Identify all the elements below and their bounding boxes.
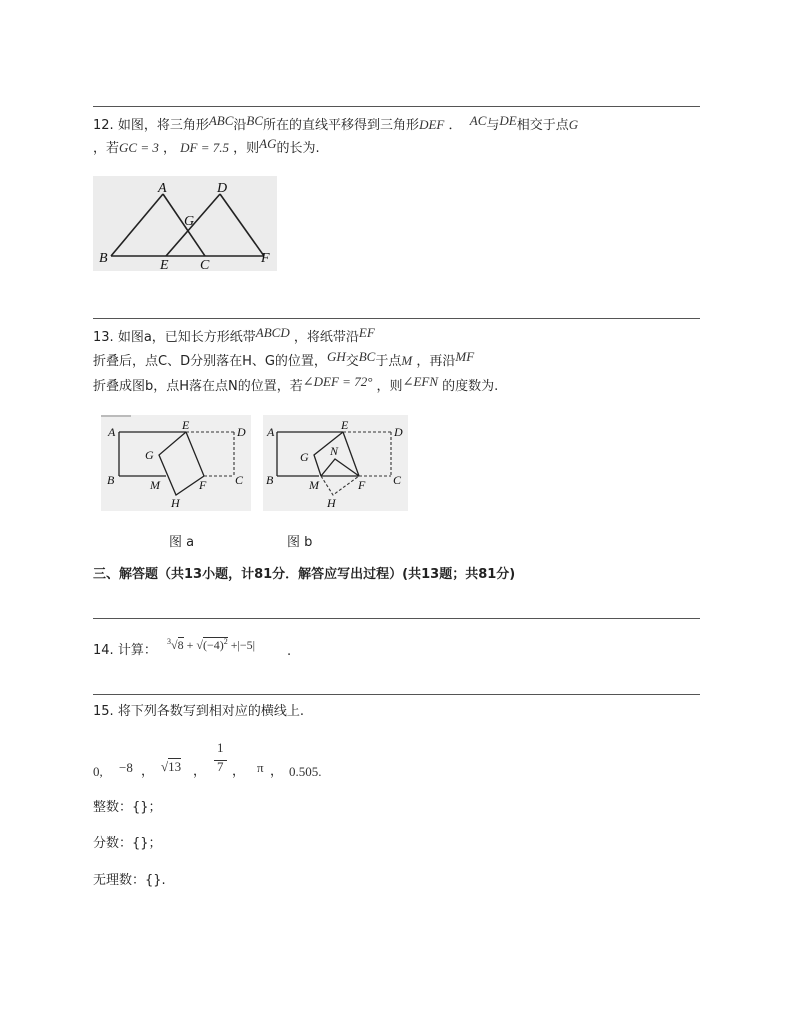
label-n: N bbox=[330, 444, 339, 458]
label-m: M bbox=[309, 478, 319, 492]
section-heading: 三、解答题（共13小题，计81分．解答应写出过程）(共13题；共81分) bbox=[93, 567, 516, 582]
q14-expression: $^3√8 + √(-4)^2 +|-5|$ bbox=[167, 637, 256, 652]
label-c: C bbox=[235, 473, 244, 487]
label-g: G bbox=[184, 214, 195, 229]
label-d: D bbox=[394, 425, 403, 439]
label-e: E bbox=[160, 258, 169, 271]
q15-numbers: 0, bbox=[93, 764, 103, 779]
label-g: G bbox=[300, 450, 309, 464]
q13-line2: 折叠后，点C、D分别落在H、G的位置，GH交BC于点M ，再沿MF bbox=[93, 349, 475, 369]
comma3: ， bbox=[232, 764, 246, 779]
q14-line: 14. 计算： bbox=[93, 643, 157, 658]
label-d: D bbox=[217, 181, 228, 196]
label-c: C bbox=[393, 473, 402, 487]
label-a: A bbox=[158, 181, 167, 196]
integers-line: 整数：{}； bbox=[93, 800, 162, 815]
frac-numerator: 1 bbox=[217, 740, 224, 755]
label-f: F bbox=[358, 478, 366, 492]
q13-line3: 折叠成图b，点H落在点N的位置，若∠DEF = 72° ，则∠EFN 的度数为. bbox=[93, 374, 499, 394]
label-d: D bbox=[237, 425, 246, 439]
num-sqrt13: √13 bbox=[161, 759, 182, 774]
comma1: ， bbox=[141, 764, 155, 779]
label-b: B bbox=[266, 473, 274, 487]
num-0505: 0.505. bbox=[289, 764, 322, 779]
label-e: E bbox=[182, 418, 190, 432]
label-c: C bbox=[200, 258, 210, 271]
label-a: A bbox=[267, 425, 275, 439]
q13-figure-b bbox=[263, 415, 408, 511]
figure-b-caption: 图 b bbox=[287, 535, 313, 550]
label-g: G bbox=[145, 448, 154, 462]
separator-q12 bbox=[93, 106, 700, 107]
label-a: A bbox=[108, 425, 116, 439]
label-e: E bbox=[341, 418, 349, 432]
fractions-line: 分数：{}； bbox=[93, 836, 162, 851]
q14-period: . bbox=[287, 644, 292, 659]
q13-figure-a bbox=[101, 415, 251, 511]
q12-line1: 12. 如图，将三角形ABC沿BC所在的直线平移得到三角形DEF ． AC与DE相交于点G bbox=[93, 113, 579, 133]
label-b: B bbox=[99, 251, 108, 266]
num-pi: π bbox=[257, 760, 264, 775]
q15-line1: 15. 将下列各数写到相对应的横线上. bbox=[93, 704, 304, 719]
separator-q15 bbox=[93, 694, 700, 695]
label-f: F bbox=[261, 251, 270, 266]
label-h: H bbox=[171, 496, 180, 510]
comma2: ， bbox=[193, 764, 207, 779]
label-b: B bbox=[107, 473, 115, 487]
label-h: H bbox=[327, 496, 336, 510]
num-neg8: −8 bbox=[119, 760, 133, 775]
comma4: ， bbox=[270, 764, 284, 779]
separator-q13 bbox=[93, 318, 700, 319]
frac-denominator: 7 bbox=[217, 759, 224, 774]
figure-a-caption: 图 a bbox=[169, 535, 195, 550]
q12-line2: ，若GC = 3 ， DF = 7.5 ，则AG的长为. bbox=[93, 136, 320, 156]
label-f: F bbox=[199, 478, 207, 492]
q13-line1: 13. 如图a，已知长方形纸带ABCD ，将纸带沿EF bbox=[93, 325, 375, 345]
q12-triangle-figure bbox=[93, 176, 277, 271]
irrationals-line: 无理数：{}. bbox=[93, 873, 166, 888]
label-m: M bbox=[150, 478, 160, 492]
separator-q14 bbox=[93, 618, 700, 619]
